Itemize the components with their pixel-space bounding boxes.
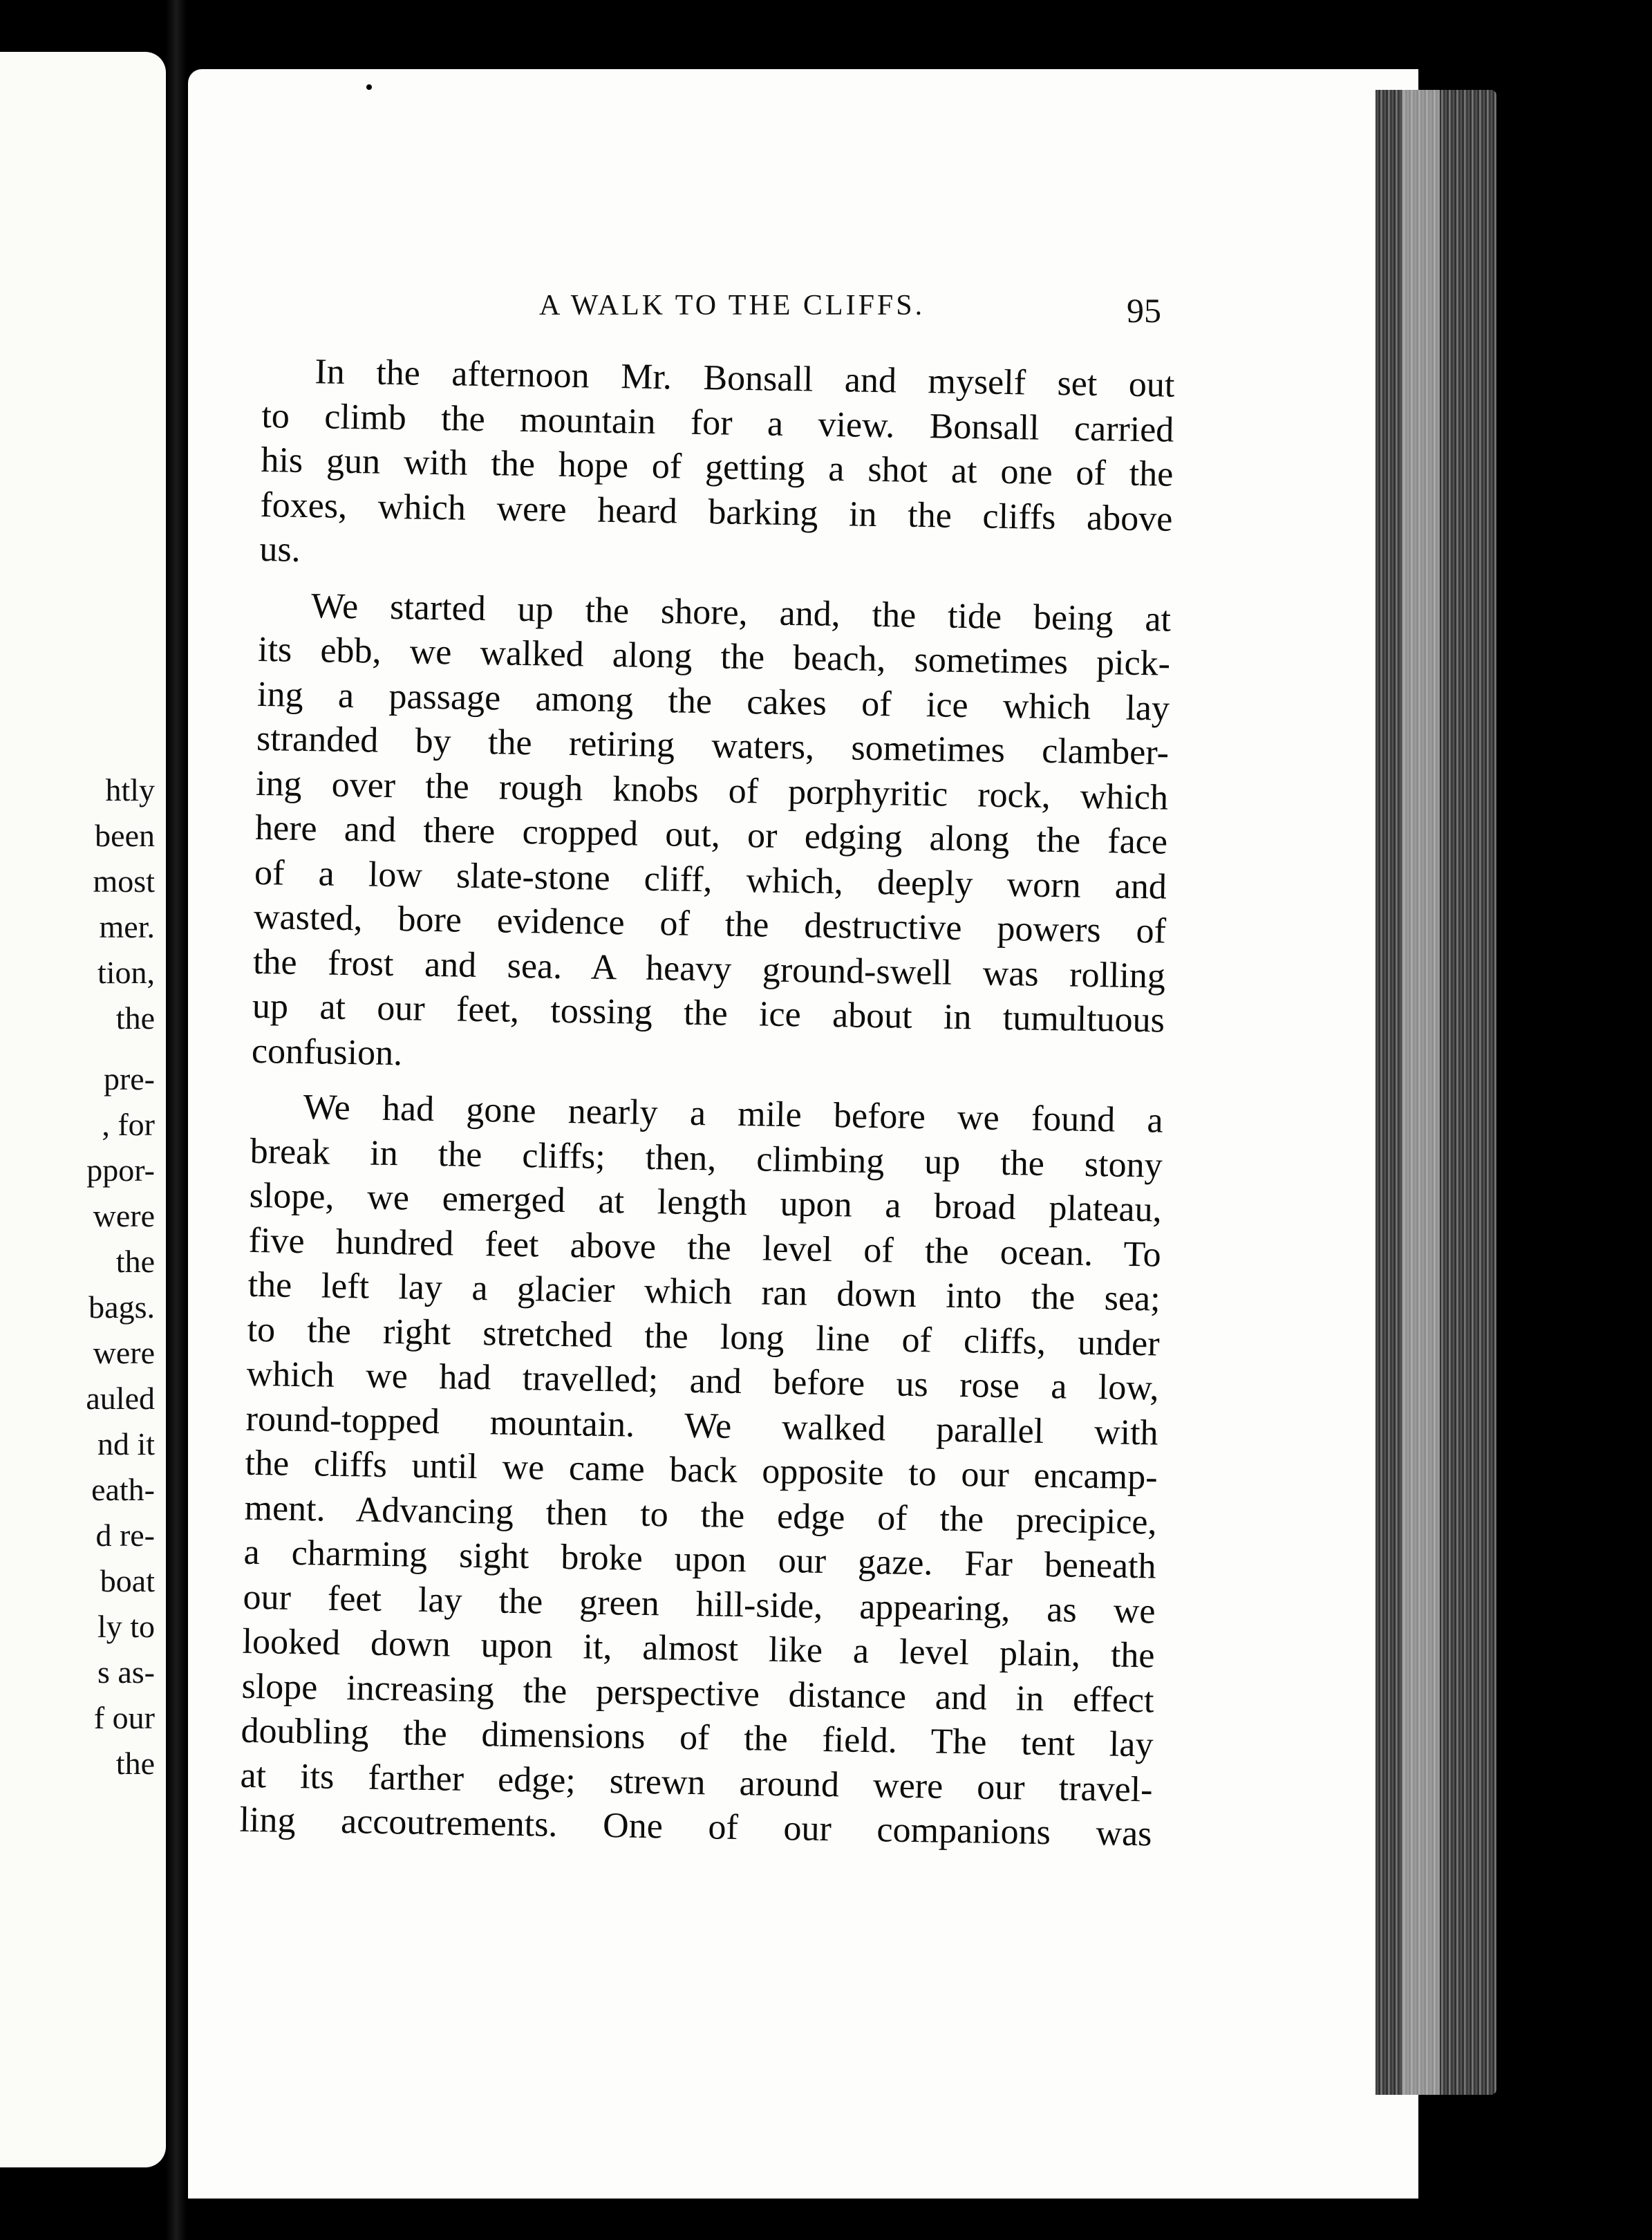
left-line: s as- bbox=[97, 1654, 155, 1690]
scan-speck bbox=[366, 84, 372, 90]
left-line: f our bbox=[93, 1700, 155, 1735]
text-line: We started up the shore, and, the tide being at bbox=[310, 586, 1172, 640]
text-line: the left lay a glacier which ran down into the sea; bbox=[247, 1264, 1161, 1319]
text-line: his gun with the hope of getting a shot at one of the bbox=[261, 440, 1174, 494]
text-line: the frost and sea. A heavy ground-swell was rolling bbox=[252, 942, 1166, 996]
left-line: the bbox=[115, 1244, 155, 1279]
text-line: the cliffs until we came back opposite to our encamp- bbox=[245, 1443, 1158, 1497]
left-line: ly to bbox=[97, 1609, 155, 1644]
left-facing-page bbox=[0, 52, 166, 2167]
text-line: ing a passage among the cakes of ice which lay bbox=[256, 674, 1170, 729]
body-text bbox=[239, 349, 1175, 1868]
page-edges bbox=[1376, 90, 1496, 2095]
text-line: up at our feet, tossing the ice about in tumultuous bbox=[252, 986, 1165, 1040]
text-line: slope increasing the perspective distance and in effect bbox=[241, 1666, 1154, 1720]
running-head: A WALK TO THE CLIFFS. bbox=[539, 290, 926, 321]
left-line: ppor- bbox=[86, 1152, 155, 1188]
text-line: our feet lay the green hill-side, appearing, as we bbox=[243, 1577, 1156, 1632]
left-line: the bbox=[115, 1000, 155, 1036]
text-line: which we had travelled; and before us rose a low, bbox=[246, 1354, 1159, 1408]
text-line: us. bbox=[259, 529, 301, 570]
book-gutter bbox=[166, 0, 187, 2240]
page-number: 95 bbox=[1127, 291, 1161, 330]
text-line: looked down upon it, almost like a level plain, the bbox=[242, 1621, 1155, 1676]
text-line: In the afternoon Mr. Bonsall and myself set out bbox=[315, 352, 1175, 405]
left-line: were bbox=[93, 1335, 155, 1370]
text-line: a charming sight broke upon our gaze. Far beneath bbox=[243, 1532, 1156, 1587]
left-page-text-fragments bbox=[86, 767, 155, 1786]
text-line: wasted, bore evidence of the destructive powers of bbox=[253, 897, 1167, 951]
left-line: auled bbox=[86, 1381, 155, 1416]
text-line: slope, we emerged at length upon a broad plateau, bbox=[249, 1175, 1163, 1230]
left-line: boat bbox=[100, 1563, 155, 1598]
text-line: its ebb, we walked along the beach, sometimes pick- bbox=[257, 629, 1171, 684]
text-line: ling accoutrements. One of our companions was bbox=[239, 1800, 1152, 1854]
paragraph bbox=[259, 349, 1175, 586]
left-line: mer. bbox=[99, 909, 155, 944]
left-line: d re- bbox=[95, 1518, 155, 1553]
text-line: of a low slate-stone cliff, which, deeply worn and bbox=[254, 852, 1167, 907]
text-line: stranded by the retiring waters, sometimes clamber- bbox=[256, 718, 1170, 773]
left-line: eath- bbox=[91, 1472, 155, 1507]
text-line: ment. Advancing then to the edge of the precipice, bbox=[244, 1488, 1157, 1542]
text-line: round-topped mountain. We walked parallel with bbox=[245, 1399, 1158, 1453]
text-line: here and there cropped out, or edging along the face bbox=[254, 808, 1168, 862]
left-line: most bbox=[93, 864, 155, 899]
left-line: , for bbox=[102, 1107, 155, 1142]
text-line: We had gone nearly a mile before we found a bbox=[303, 1088, 1164, 1141]
left-line: been bbox=[95, 818, 155, 853]
text-line: to climb the mountain for a view. Bonsall carried bbox=[261, 395, 1174, 450]
text-line: ing over the rough knobs of porphyritic rock, which bbox=[255, 763, 1169, 818]
text-line: confusion. bbox=[251, 1031, 403, 1073]
paragraph bbox=[239, 1085, 1163, 1857]
text-line: five hundred feet above the level of the ocean. To bbox=[248, 1220, 1162, 1275]
text-line: break in the cliffs; then, climbing up the stony bbox=[250, 1131, 1163, 1186]
paragraph bbox=[252, 583, 1172, 1088]
text-line: at its farther edge; strewn around were our travel- bbox=[240, 1755, 1153, 1809]
text-line: doubling the dimensions of the field. The tent lay bbox=[241, 1710, 1154, 1765]
left-line: nd it bbox=[97, 1426, 155, 1462]
text-line: to the right stretched the long line of cliffs, under bbox=[247, 1309, 1161, 1364]
left-line: tion, bbox=[97, 955, 155, 990]
left-line: the bbox=[115, 1746, 155, 1781]
text-line: foxes, which were heard barking in the cliffs above bbox=[260, 485, 1173, 539]
left-line: htly bbox=[105, 772, 155, 808]
left-line: bags. bbox=[88, 1289, 155, 1325]
left-line: pre- bbox=[103, 1061, 155, 1096]
left-line: were bbox=[93, 1198, 155, 1233]
